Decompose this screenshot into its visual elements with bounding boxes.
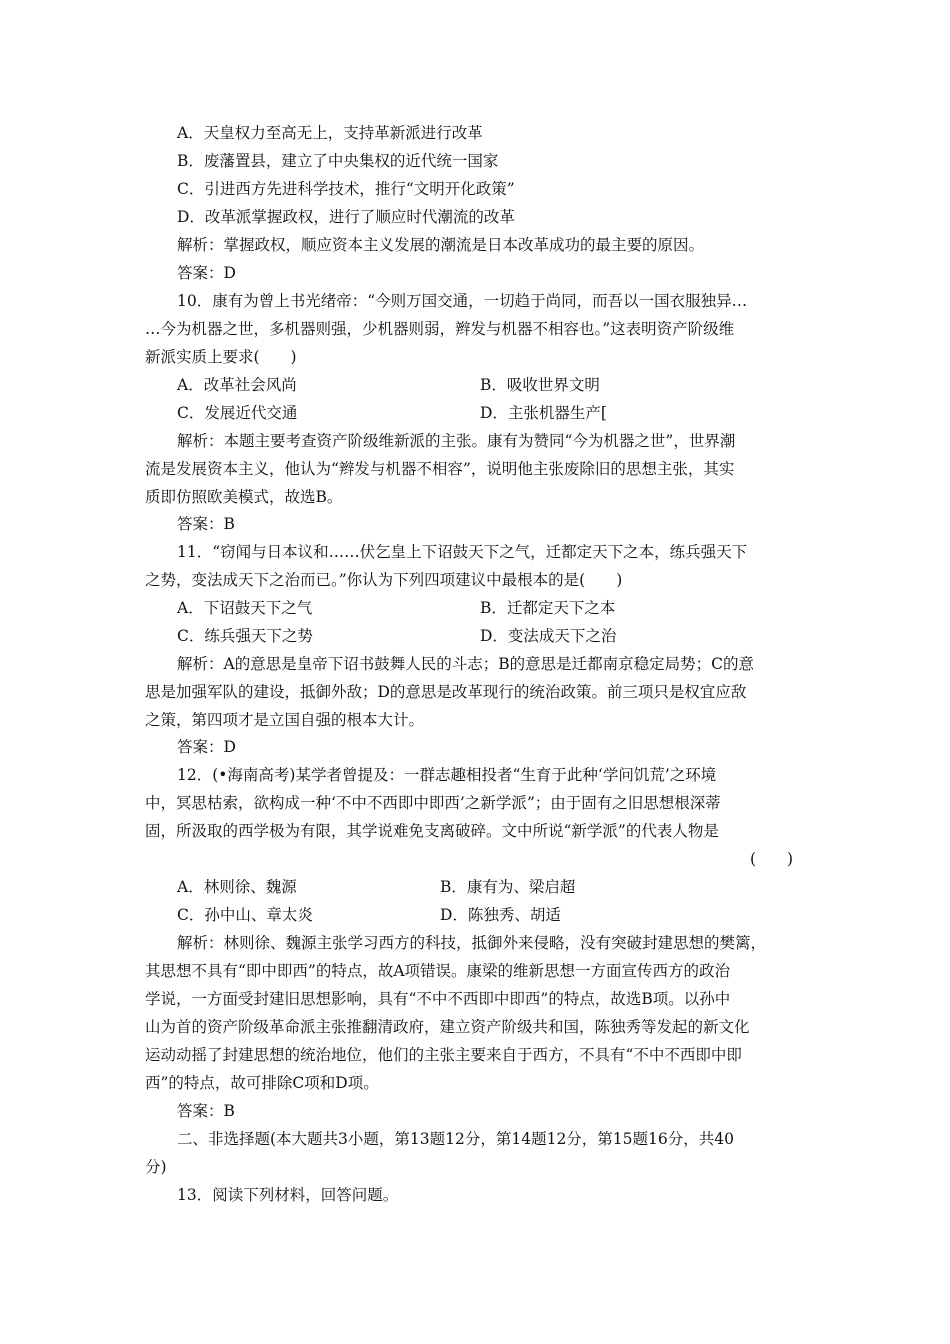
q12-option-a: A．林则徐、魏源 bbox=[177, 878, 297, 896]
q10-option-c: C．发展近代交通 bbox=[177, 404, 298, 422]
q9-option-b: B．废藩置县，建立了中央集权的近代统一国家 bbox=[177, 152, 499, 170]
q10-stem-line-2: …今为机器之世，多机器则强，少机器则弱，辫发与机器不相容也。”这表明资产阶级维 bbox=[145, 320, 735, 338]
q11-option-c: C．练兵强天下之势 bbox=[177, 627, 313, 645]
q10-analysis-line-3: 质即仿照欧美模式，故选B。 bbox=[145, 488, 343, 506]
q10-analysis-line-1: 解析：本题主要考查资产阶级维新派的主张。康有为赞同“今为机器之世”，世界潮 bbox=[177, 432, 736, 450]
q12-answer: 答案：B bbox=[177, 1102, 235, 1120]
q10-stem-line-3: 新派实质上要求( ) bbox=[145, 348, 297, 366]
q12-answer-blank: ( ) bbox=[750, 850, 794, 868]
q11-answer: 答案：D bbox=[177, 738, 236, 756]
q12-stem-line-1: 12．(•海南高考)某学者曾提及：一群志趣相投者“生育于此种‘学问饥荒’之环境 bbox=[177, 766, 717, 784]
q12-analysis-line-2: 其思想不具有“即中即西”的特点，故A项错误。康梁的维新思想一方面宣传西方的政治 bbox=[145, 962, 731, 980]
q12-analysis-line-4: 山为首的资产阶级革命派主张推翻清政府，建立资产阶级共和国，陈独秀等发起的新文化 bbox=[145, 1018, 750, 1036]
q12-analysis-line-6: 西”的特点，故可排除C项和D项。 bbox=[145, 1074, 379, 1092]
q11-stem-line-1: 11．“窃闻与日本议和……伏乞皇上下诏鼓天下之气，迁都定天下之本，练兵强天下 bbox=[177, 543, 748, 561]
section2-heading-line-2: 分) bbox=[145, 1158, 167, 1176]
q10-analysis-line-2: 流是发展资本主义，他认为“辫发与机器不相容”，说明他主张废除旧的思想主张，其实 bbox=[145, 460, 735, 478]
q12-analysis-line-3: 学说，一方面受封建旧思想影响，具有“不中不西即中即西”的特点，故选B项。以孙中 bbox=[145, 990, 731, 1008]
q12-stem-line-3: 固，所汲取的西学极为有限，其学说难免支离破碎。文中所说“新学派”的代表人物是 bbox=[145, 822, 719, 840]
q10-option-b: B．吸收世界文明 bbox=[480, 376, 600, 394]
q11-option-a: A．下诏鼓天下之气 bbox=[177, 599, 313, 617]
q13-stem: 13．阅读下列材料，回答问题。 bbox=[177, 1186, 399, 1204]
q11-analysis-line-3: 之策，第四项才是立国自强的根本大计。 bbox=[145, 711, 425, 729]
q12-analysis-line-1: 解析：林则徐、魏源主张学习西方的科技，抵御外来侵略，没有突破封建思想的樊篱， bbox=[177, 934, 767, 952]
section2-heading-line-1: 二、非选择题(本大题共3小题，第13题12分，第14题12分，第15题16分，共40 bbox=[177, 1130, 734, 1148]
q9-option-a: A．天皇权力至高无上，支持革新派进行改革 bbox=[177, 124, 483, 142]
q10-stem-line-1: 10．康有为曾上书光绪帝：“今则万国交通，一切趋于尚同，而吾以一国衣服独异… bbox=[177, 292, 748, 310]
q11-analysis-line-1: 解析：A的意思是皇帝下诏书鼓舞人民的斗志；B的意思是迁都南京稳定局势；C的意 bbox=[177, 655, 754, 673]
q9-answer: 答案：D bbox=[177, 264, 236, 282]
q11-option-d: D．变法成天下之治 bbox=[480, 627, 617, 645]
q10-option-a: A．改革社会风尚 bbox=[177, 376, 297, 394]
q12-option-c: C．孙中山、章太炎 bbox=[177, 906, 313, 924]
q11-option-b: B．迁都定天下之本 bbox=[480, 599, 616, 617]
q9-option-c: C．引进西方先进科学技术，推行“文明开化政策” bbox=[177, 180, 515, 198]
q10-answer: 答案：B bbox=[177, 515, 235, 533]
q12-stem-line-2: 中，冥思枯索，欲构成一种‘不中不西即中即西’之新学派”；由于固有之旧思想根深蒂 bbox=[145, 794, 721, 812]
q9-analysis: 解析：掌握政权，顺应资本主义发展的潮流是日本改革成功的最主要的原因。 bbox=[177, 236, 705, 254]
q9-option-d: D．改革派掌握政权，进行了顺应时代潮流的改革 bbox=[177, 208, 515, 226]
q12-option-b: B．康有为、梁启超 bbox=[440, 878, 576, 896]
q12-option-d: D．陈独秀、胡适 bbox=[440, 906, 561, 924]
q12-analysis-line-5: 运动动摇了封建思想的统治地位，他们的主张主要来自于西方，不具有“不中不西即中即 bbox=[145, 1046, 742, 1064]
q11-analysis-line-2: 思是加强军队的建设，抵御外敌；D的意思是改革现行的统治政策。前三项只是权宜应敌 bbox=[145, 683, 747, 701]
q11-stem-line-2: 之势，变法成天下之治而已。”你认为下列四项建议中最根本的是( ) bbox=[145, 571, 623, 589]
q10-option-d: D．主张机器生产[ bbox=[480, 404, 607, 422]
